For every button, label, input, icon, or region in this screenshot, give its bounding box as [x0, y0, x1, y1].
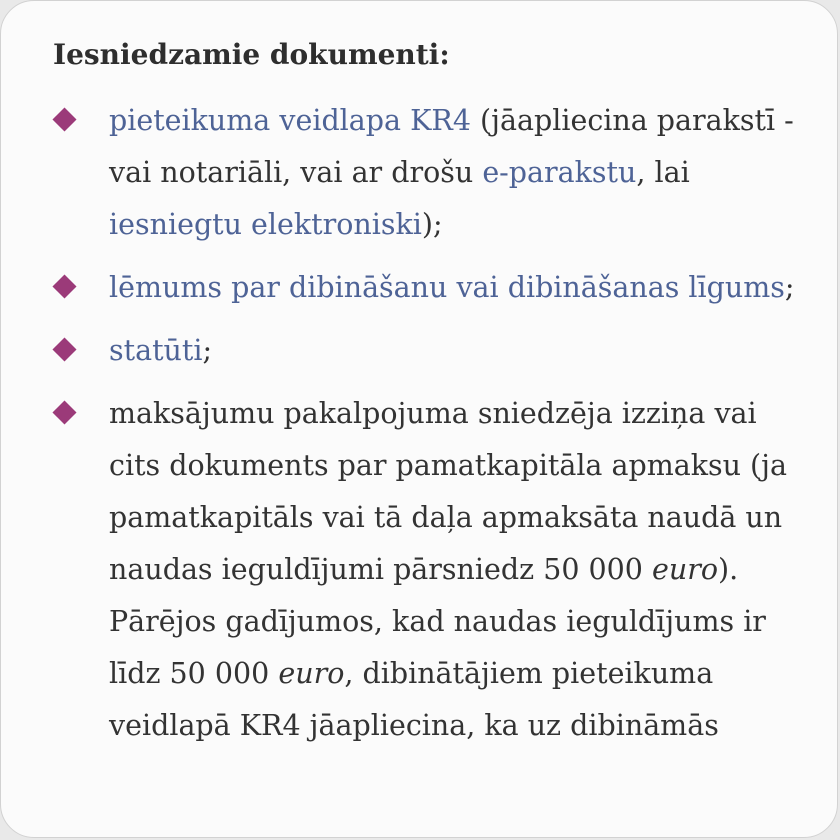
documents-list [53, 95, 813, 752]
submit-electronically-link[interactable]: iesniegtu elektroniski [109, 208, 422, 241]
diamond-bullet-icon [52, 400, 76, 424]
section-heading: Iesniedzamie dokumenti: [53, 38, 450, 71]
item-text: maksājumu pakalpojuma sniedzēja izziņa vai cits dokuments par pamatkapitāla apmaksu (ja pamatkapitāls vai tā daļa apmaksāta naudā un naudas ieguldījumi pārsniedz 50 000 [109, 397, 787, 586]
currency-term: euro [652, 553, 719, 586]
diamond-bullet-icon [52, 337, 76, 361]
item-text: ; [202, 334, 213, 367]
list-item [53, 325, 813, 377]
list-item [53, 95, 813, 251]
list-item [53, 388, 813, 752]
list-item [53, 262, 813, 314]
statutes-link[interactable]: statūti [109, 334, 203, 367]
item-text: , lai [636, 156, 690, 189]
diamond-bullet-icon [52, 107, 76, 131]
item-text: ; [784, 271, 795, 304]
form-kr4-link[interactable]: pieteikuma veidlapa KR4 [109, 104, 471, 137]
currency-term: euro [278, 657, 345, 690]
item-text: ); [421, 208, 443, 241]
document-content [53, 31, 813, 763]
e-signature-link[interactable]: e-parakstu [482, 156, 637, 189]
diamond-bullet-icon [52, 274, 76, 298]
item-text: ). Pārējos gadījumos, kad naudas ieguldījums ir līdz 50 000 [109, 553, 766, 690]
item-text: , dibinātājiem pieteikuma veidlapā KR4 jāapliecina, ka uz dibināmās [109, 657, 719, 742]
founding-decision-link[interactable]: lēmums par dibināšanu vai dibināšanas līgums [109, 271, 785, 304]
item-text: (jāapliecina parakstī - vai notariāli, vai ar drošu [109, 104, 794, 189]
